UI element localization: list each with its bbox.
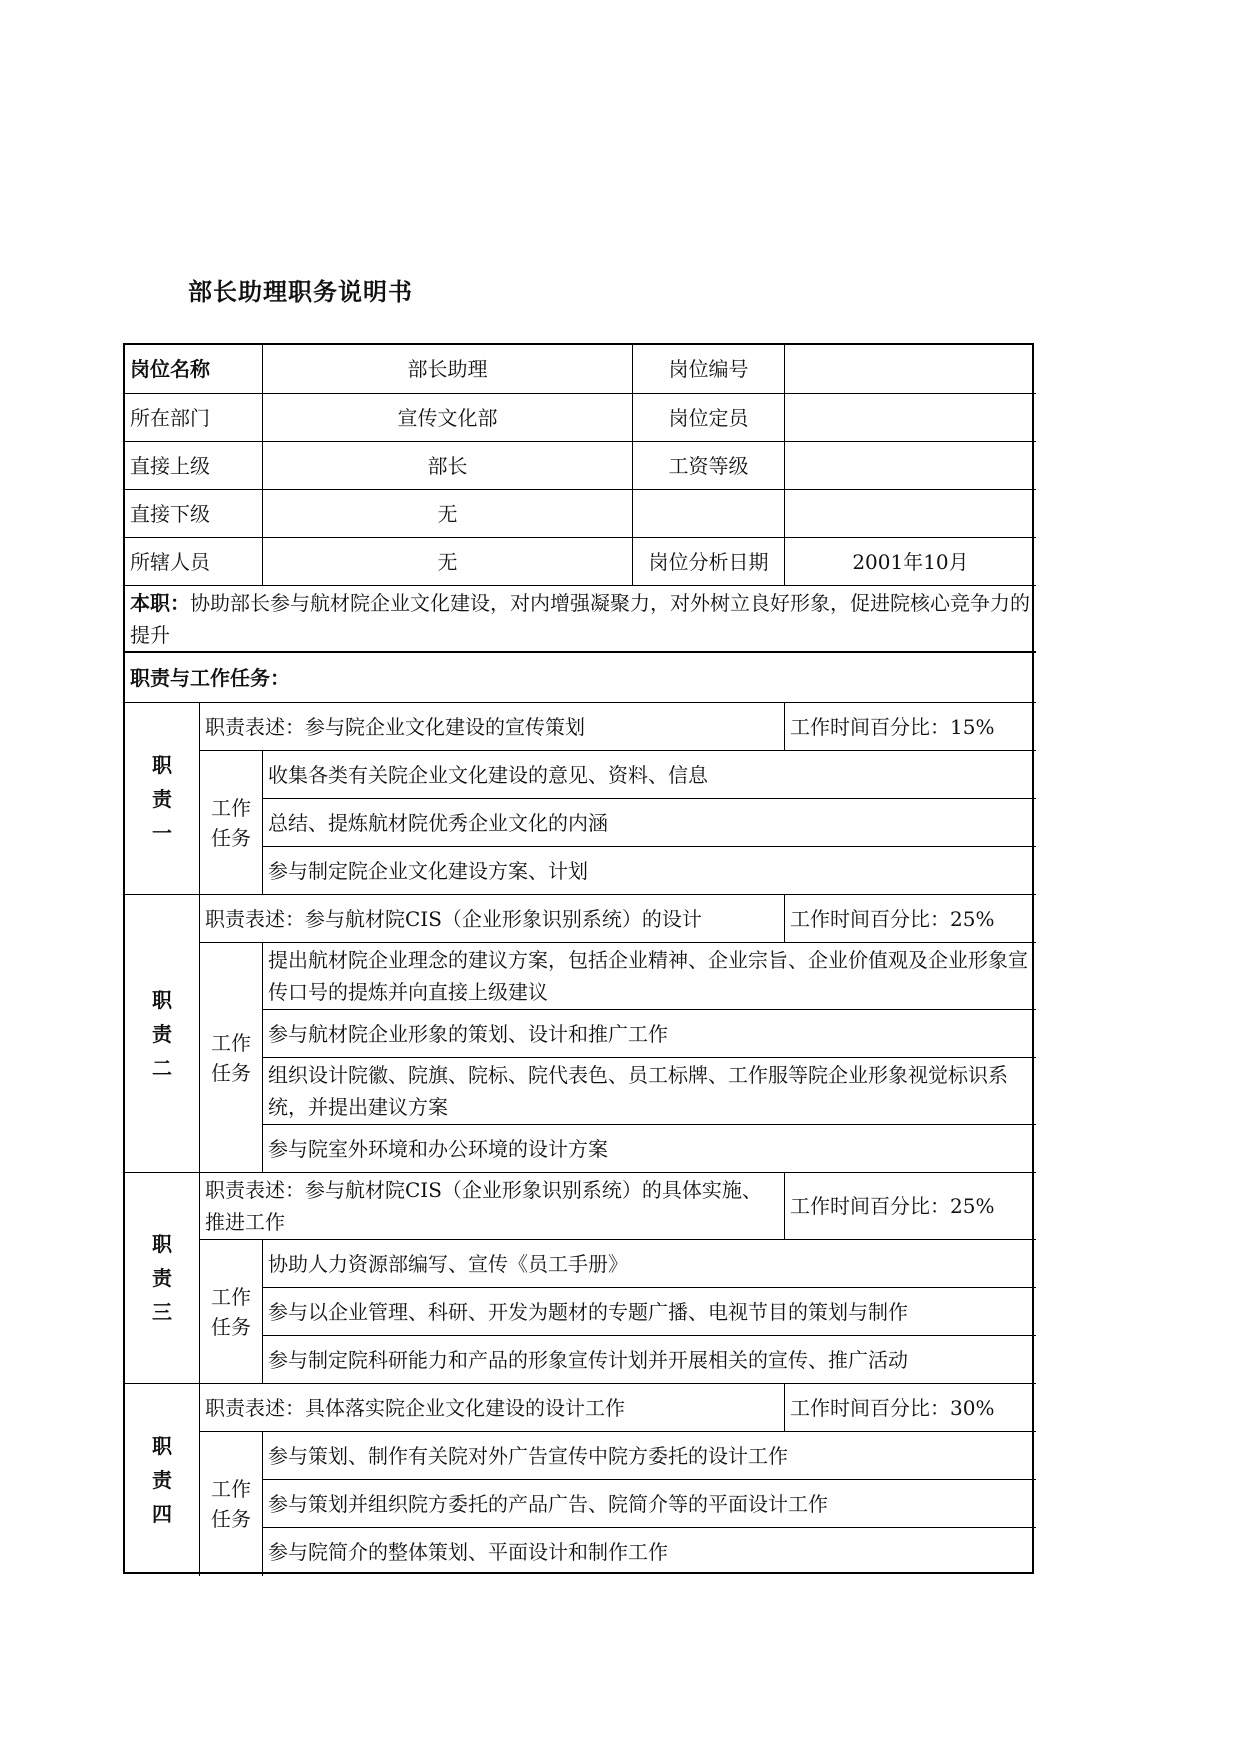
job-summary-label: 本职： xyxy=(130,591,190,615)
subordinate-value: 无 xyxy=(263,490,633,538)
duty-1-statement: 职责表述：参与院企业文化建设的宣传策划 xyxy=(200,703,785,751)
duty-4-statement: 职责表述：具体落实院企业文化建设的设计工作 xyxy=(200,1384,785,1432)
superior-value: 部长 xyxy=(263,442,633,490)
duty-4-task-3: 参与院简介的整体策划、平面设计和制作工作 xyxy=(268,1540,668,1564)
document-title: 部长助理职务说明书 xyxy=(188,278,413,306)
empty-cell xyxy=(785,490,1036,538)
duty-2-statement: 职责表述：参与航材院CIS（企业形象识别系统）的设计 xyxy=(200,895,785,943)
duty-3-statement: 职责表述：参与航材院CIS（企业形象识别系统）的具体实施、推进工作 xyxy=(200,1173,785,1240)
headcount-value xyxy=(785,394,1036,442)
duty-2-task-label: 工作 任务 xyxy=(200,943,263,1173)
job-summary xyxy=(125,586,1036,653)
subordinate-label: 直接下级 xyxy=(125,490,263,538)
duty-1-task-1: 收集各类有关院企业文化建设的意见、资料、信息 xyxy=(263,751,1036,799)
duty-3-task-3: 参与制定院科研能力和产品的形象宣传计划并开展相关的宣传、推广活动 xyxy=(263,1336,1036,1384)
managed-staff-value: 无 xyxy=(263,538,633,586)
duty-3-task-2: 参与以企业管理、科研、开发为题材的专题广播、电视节目的策划与制作 xyxy=(263,1288,1036,1336)
job-summary-text: 协助部长参与航材院企业文化建设，对内增强凝聚力，对外树立良好形象，促进院核心竞争力的提升 xyxy=(130,591,1030,647)
duty-1-task-2: 总结、提炼航材院优秀企业文化的内涵 xyxy=(263,799,1036,847)
duty-1-name: 职 责 一 xyxy=(125,703,200,895)
empty-cell xyxy=(633,490,785,538)
duty-4-time-percent: 工作时间百分比：30% xyxy=(785,1384,1036,1432)
salary-grade-value xyxy=(785,442,1036,490)
position-name-label: 岗位名称 xyxy=(125,345,263,394)
salary-grade-label: 工资等级 xyxy=(633,442,785,490)
analysis-date-label: 岗位分析日期 xyxy=(633,538,785,586)
duty-2-name: 职 责 二 xyxy=(125,895,200,1173)
duty-4-name: 职 责 四 xyxy=(125,1384,200,1576)
duty-3-task-label: 工作 任务 xyxy=(200,1240,263,1384)
duty-4-task-1: 参与策划、制作有关院对外广告宣传中院方委托的设计工作 xyxy=(263,1432,1036,1480)
duty-4-task-2: 参与策划并组织院方委托的产品广告、院简介等的平面设计工作 xyxy=(263,1480,1036,1528)
analysis-date-value: 2001年10月 xyxy=(785,538,1036,586)
managed-staff-label: 所辖人员 xyxy=(125,538,263,586)
duty-2-task-4: 参与院室外环境和办公环境的设计方案 xyxy=(263,1125,1036,1173)
duty-3-name: 职 责 三 xyxy=(125,1173,200,1384)
duty-3-task-1: 协助人力资源部编写、宣传《员工手册》 xyxy=(263,1240,1036,1288)
superior-label: 直接上级 xyxy=(125,442,263,490)
job-description-table xyxy=(123,343,1034,1574)
duty-2-time-percent: 工作时间百分比：25% xyxy=(785,895,1036,943)
duties-header: 职责与工作任务： xyxy=(125,653,1036,703)
position-code-value xyxy=(785,345,1036,394)
duty-2-task-3: 组织设计院徽、院旗、院标、院代表色、员工标牌、工作服等院企业形象视觉标识系统，并提出建议方案 xyxy=(263,1058,1036,1125)
headcount-label: 岗位定员 xyxy=(633,394,785,442)
duty-4-task-label: 工作 任务 xyxy=(200,1432,263,1576)
department-label: 所在部门 xyxy=(125,394,263,442)
position-code-label: 岗位编号 xyxy=(633,345,785,394)
duty-1-task-3: 参与制定院企业文化建设方案、计划 xyxy=(263,847,1036,895)
position-name-value: 部长助理 xyxy=(263,345,633,394)
duty-2-task-1: 提出航材院企业理念的建议方案，包括企业精神、企业宗旨、企业价值观及企业形象宣传口号的提炼并向直接上级建议 xyxy=(263,943,1036,1010)
department-value: 宣传文化部 xyxy=(263,394,633,442)
duty-2-task-2: 参与航材院企业形象的策划、设计和推广工作 xyxy=(263,1010,1036,1058)
duty-3-time-percent: 工作时间百分比：25% xyxy=(785,1173,1036,1240)
duty-1-task-label: 工作 任务 xyxy=(200,751,263,895)
duty-1-time-percent: 工作时间百分比：15% xyxy=(785,703,1036,751)
